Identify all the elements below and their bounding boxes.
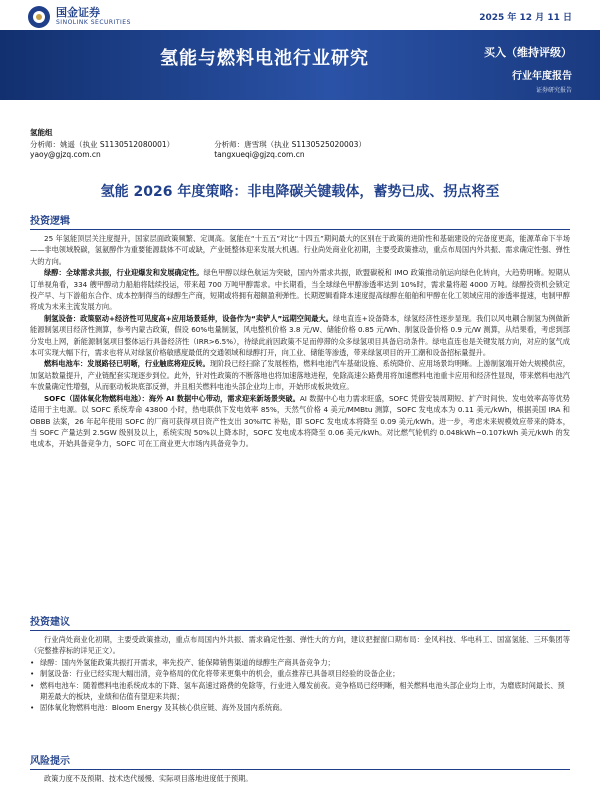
section-heading: 投资逻辑 xyxy=(30,216,70,227)
section-divider xyxy=(30,630,570,631)
report-date: 2025 年 12 月 11 日 xyxy=(479,13,572,23)
logo-name-cn: 国金证券 xyxy=(56,6,100,19)
title-banner xyxy=(0,30,600,100)
list-item xyxy=(30,668,570,679)
list-item xyxy=(30,680,570,703)
report-header xyxy=(0,0,600,108)
analyst-1-email[interactable]: yaoy@gjzq.com.cn xyxy=(30,150,101,159)
paragraph-body: 现阶段已经扫除了发展桎梏，燃料电池汽车基础设施、系统降价、应用场景均明晰。上游制氢端开始大规模供应，加氢站数量提升，产业链配套实现逐步到位。此外，针对性政策的不断落地也将加速落地进程，免除高速公路费用将加速燃料电池重卡应用和经济性显现，带来燃料电池汽车放量确定性增强，从而驱动板块底部反弹，并且相关燃料电池头部企业均上市，开始形成板块效应。 xyxy=(30,359,570,392)
analyst-1 xyxy=(30,140,174,160)
logic-paragraph-4 xyxy=(30,358,570,392)
logic-paragraph-5 xyxy=(30,393,570,450)
company-logo xyxy=(28,6,131,28)
paragraph-lead: 燃料电池车：发展路径已明晰，行业触底将迎反转。 xyxy=(44,359,210,369)
paragraph-body: 绿电直连+设备降本，绿氢经济性逐步显现。我们以风电耦合制氢为例做新能源制氢项目经济性测算，参考内蒙古政策，假设 60%电量制氢，风电整机价格 3.8 元/W、储能价格 0.85 元/Wh、制氢设备价格 0.9 元/W 测算，从结果看，考虑到部分发电上网，新能源制氢项目整体运行具备经济性（IRR>6.5%），待绿此前因政策不足而停滞的众多绿氢项目具备启动条件。绿电直连也是关键发展方向，对应的氢气成本可实现大幅下行，需求也将从对绿氢价格敏感度最低的交通领域和绿醇打开，向工业、储能等渗透，带来绿氢项目的开工潮和设备招标量提升。 xyxy=(30,313,570,358)
report-type: 行业年度报告 xyxy=(512,71,572,82)
logic-paragraph-1: 25 年氢能顶层关注度提升，国家层面政策频繁、定调高。氢能在“十五五”对比“十四五”期间最大的区别在于政策的进阶性和基础建设的完备度更高，能源革命下半场——非电领域脱碳，氢氨醇作为重要能源载体不可或缺，产业链整体迎来发展大机遇。行业尚处商业化初期，主要受政策推动，重点布局国内外共振、需求确定性强、弹性大的方向。 xyxy=(30,234,570,266)
bullet-icon: • xyxy=(30,669,35,679)
paragraph-lead: 绿醇：全球需求共振，行业迎爆发和发展确定性。 xyxy=(44,268,204,278)
research-group: 氢能组 xyxy=(30,128,53,137)
list-item xyxy=(30,702,570,713)
section-divider xyxy=(30,769,570,770)
suggestion-intro: 行业尚处商业化初期，主要受政策推动，重点布局国内外共振、需求确定性强、弹性大的方向，建议把握窗口期布局：金风科技、华电科工、国富氢能、三环集团等（完整推荐标的详见正文）。 xyxy=(30,635,570,656)
main-title: 氢能 2026 年度策略：非电降碳关键载体，蓄势已成、拐点将至 xyxy=(100,184,500,200)
paragraph-lead: 制氢设备：政策驱动+经济性可见度高+应用场景延伸，设备作为“卖铲人”远期空间最大。 xyxy=(44,313,333,323)
analyst-2-email[interactable]: tangxueqi@gjzq.com.cn xyxy=(214,150,305,159)
list-item-text: 燃料电池车：随着燃料电池系统成本的下降、氢车高速过路费的免除等，行业进入爆发前夜。竞争格局已经明晰，相关燃料电池头部企业均上市，为磨底时间最长、预期差最大的板块，业绩和估值有望迎来共振； xyxy=(40,680,565,702)
paragraph-body: 绿色甲醇以绿色航运为突破，国内外需求共振，欧盟碳税和 IMO 政策推动航运向绿色化转向，大趋势明晰。短期从订单视角看，334 艘甲醇动力船舶将陆续投运，带来超 700 万吨甲醇需求。中长期看，当全球绿色甲醇渗透率达到 10%时，需求量将超 4000 万吨。绿醇投资机会锁定投产早、与下游船东合作、成本控制得当的绿醇生产商，短期或将拥有超额盈利弹性。长期逻辑看降本速度提高绿醇在船舶和甲醇在化工领域应用的渗透率提速，电制甲醇将成为未来主流发展方向。 xyxy=(30,268,570,312)
logic-paragraph-3 xyxy=(30,313,570,359)
paragraph-body: AI 数据中心电力需求旺盛，SOFC 凭借安装周期短、扩产时间快、发电效率高等优势适用于主电源。以 SOFC 系统寿命 43800 小时，热电联供下发电效率 85%，天然气价格 4 美元/MMBtu 测算，SOFC 发电成本为 0.11 美元/kWh，根据美国 IRA 和 OBBB 法案，26 年起年使用 SOFC 的厂商可获得项目资产性支出 30%ITC 补贴，即 SOFC 发电成本将降至 0.09 美元/kWh。进一步，考虑未来规模效应带来的降本，当 SOFC 产量达到 2.5GW 级别及以上，系统实现 50%以上降本时，SOFC 发电成本将降至 0.06 美元/kWh。对比燃气轮机约 0.048kWh~0.107kWh 美元/kWh 的发电成本，开始具备竞争力，SOFC 可在工商业更大市场内具备竞争力。 xyxy=(30,393,570,449)
section-heading: 风险提示 xyxy=(30,756,70,767)
bullet-icon: • xyxy=(30,680,35,690)
analyst-1-line: 分析师：姚遥（执业 S1130512080001） xyxy=(30,140,175,149)
list-item-text: 制氢设备：行业已经实现大幅出清，竞争格局的优化将带来更集中的机会，重点推荐已具备项目经验的设备企业； xyxy=(40,669,400,679)
analyst-2 xyxy=(214,140,366,160)
logo-icon xyxy=(28,6,50,28)
list-item-text: 绿醇：国内外氢能政策共振打开需求，率先投产、能保障销售渠道的绿醇生产商具备竞争力； xyxy=(40,657,335,667)
bullet-icon: • xyxy=(30,657,35,667)
investment-suggestion-section xyxy=(30,613,570,714)
report-title: 氢能与燃料电池行业研究 xyxy=(160,48,369,69)
analyst-2-line: 分析师：唐雪琪（执业 S1130525020003） xyxy=(214,140,366,149)
department-label: 证券研究报告 xyxy=(535,87,572,94)
list-item xyxy=(30,657,570,668)
rating-label: 买入（维持评级） xyxy=(484,46,572,59)
bullet-icon: • xyxy=(30,703,35,713)
logic-paragraph-2 xyxy=(30,267,570,313)
risk-text: 政策力度不及预期、技术迭代缓慢、实际项目落地进度低于预期。 xyxy=(44,774,253,783)
investment-logic-section xyxy=(30,212,570,450)
paragraph-lead: SOFC（固体氧化物燃料电池）：海外 AI 数据中心带动，需求迎来新场景突破。 xyxy=(44,393,300,403)
section-heading: 投资建议 xyxy=(30,617,70,628)
risk-section xyxy=(30,752,570,784)
section-divider xyxy=(30,229,570,230)
author-block xyxy=(30,127,366,160)
logo-name-en: SINOLINK SECURITIES xyxy=(56,19,131,26)
list-item-text: 固体氧化物燃料电池：Bloom Energy 及其核心供应链、海外及国内系统商。 xyxy=(40,703,287,713)
